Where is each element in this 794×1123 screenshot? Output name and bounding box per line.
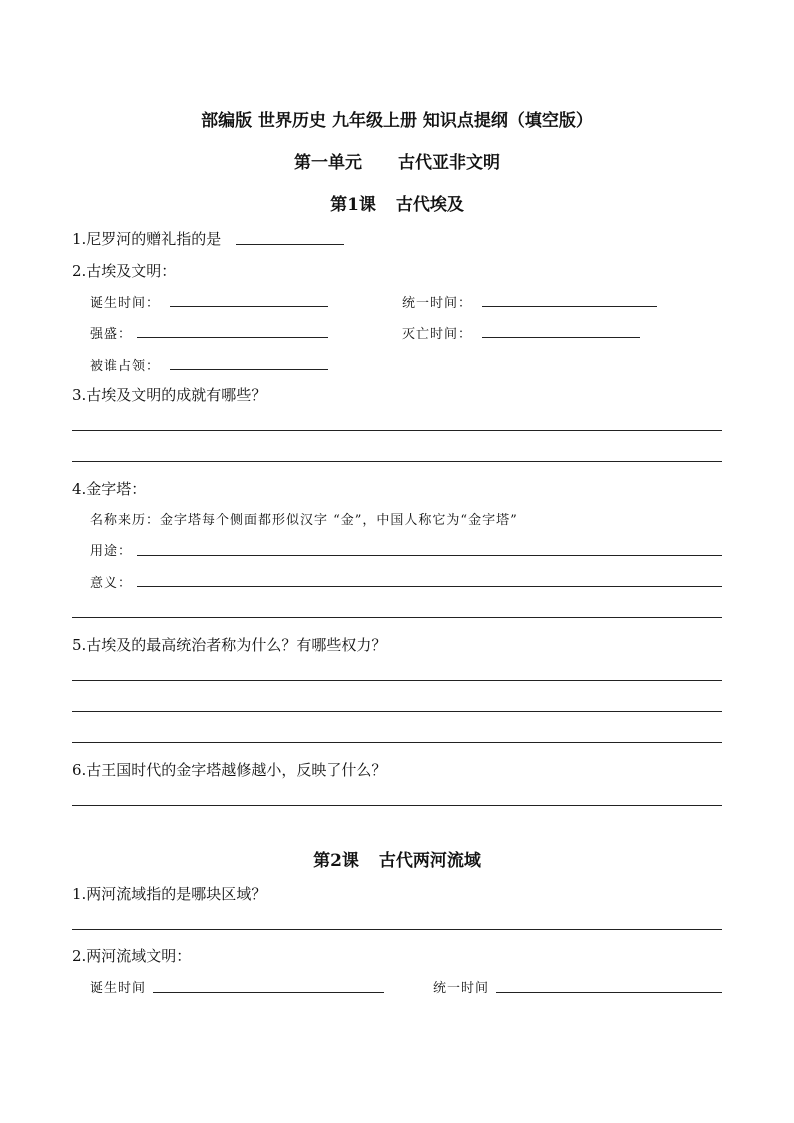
l1-question-4: 4.金字塔： <box>72 480 147 498</box>
l1-q5-answer-line-1[interactable] <box>72 680 722 681</box>
l2-q1-answer-line-1[interactable] <box>72 929 722 930</box>
l1-q2-strong-label: 强盛： <box>90 327 133 342</box>
l1-q3-answer-line-2[interactable] <box>72 461 722 462</box>
document-title: 部编版 世界历史 九年级上册 知识点提纲（填空版） <box>201 111 593 131</box>
l1-question-3: 3.古埃及文明的成就有哪些？ <box>72 386 267 404</box>
l1-q4-use-blank[interactable] <box>137 555 722 556</box>
l1-q1-answer-blank[interactable] <box>236 244 344 245</box>
l1-q2-fall-blank[interactable] <box>482 337 640 338</box>
lesson2-heading <box>0 846 794 871</box>
l1-q4-meaning-blank[interactable] <box>137 586 722 587</box>
l1-q4-use-label: 用途： <box>90 544 133 559</box>
l2-question-1: 1.两河流域指的是哪块区域？ <box>72 885 267 903</box>
unit-number: 第一单元 <box>294 153 362 173</box>
lesson1-name: 古代埃及 <box>395 195 464 215</box>
l1-q3-answer-line-1[interactable] <box>72 430 722 431</box>
l1-q6-answer-line-1[interactable] <box>72 805 722 806</box>
l1-question-6: 6.古王国时代的金字塔越修越小，反映了什么？ <box>72 761 387 779</box>
l1-q5-answer-line-3[interactable] <box>72 742 722 743</box>
unit-name: 古代亚非文明 <box>398 153 500 173</box>
lesson2-number: 第2课 <box>313 851 359 871</box>
lesson1-heading <box>0 190 794 215</box>
l1-question-2: 2.古埃及文明： <box>72 262 177 280</box>
l1-q4-name-origin: 名称来历：金字塔每个侧面都形似汉字 “金”，中国人称它为“金字塔” <box>90 513 518 528</box>
unit-heading <box>0 148 794 173</box>
l1-question-5: 5.古埃及的最高统治者称为什么？有哪些权力？ <box>72 636 387 654</box>
l1-q2-occupied-label: 被谁占领： <box>90 359 161 374</box>
l2-q2-birth-blank[interactable] <box>153 992 384 993</box>
l1-q4-meaning-line-2[interactable] <box>72 617 722 618</box>
l1-q2-birth-blank[interactable] <box>170 306 328 307</box>
l1-question-1: 1.尼罗河的赠礼指的是 <box>72 230 222 248</box>
l1-q2-unify-blank[interactable] <box>482 306 657 307</box>
l1-q5-answer-line-2[interactable] <box>72 711 722 712</box>
l1-q2-unify-label: 统一时间： <box>402 296 473 311</box>
l2-question-2: 2.两河流域文明： <box>72 947 192 965</box>
l1-q2-birth-label: 诞生时间： <box>90 296 161 311</box>
l1-q2-fall-label: 灭亡时间： <box>402 327 473 342</box>
l1-q2-strong-blank[interactable] <box>137 337 328 338</box>
lesson2-name: 古代两河流域 <box>378 851 481 871</box>
l1-q4-meaning-label: 意义： <box>90 576 133 591</box>
lesson1-number: 第1课 <box>330 195 376 215</box>
l2-q2-birth-label: 诞生时间 <box>90 981 147 996</box>
l1-q2-occupied-blank[interactable] <box>170 369 328 370</box>
l2-q2-unify-label: 统一时间 <box>433 981 490 996</box>
l2-q2-unify-blank[interactable] <box>496 992 722 993</box>
